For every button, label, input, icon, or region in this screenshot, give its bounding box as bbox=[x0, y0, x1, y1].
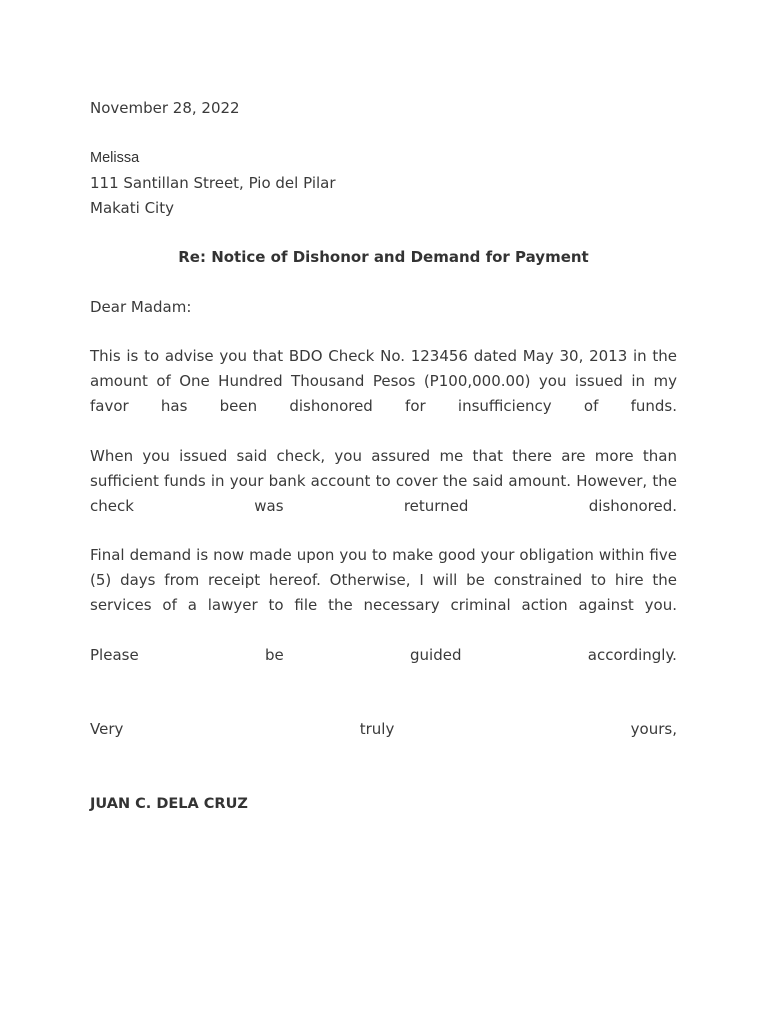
recipient-address-line1: 111 Santillan Street, Pio del Pilar bbox=[90, 174, 336, 192]
closing-word: yours, bbox=[630, 720, 677, 738]
recipient-name: Melissa bbox=[90, 150, 140, 166]
letter-subject: Re: Notice of Dishonor and Demand for Payment bbox=[178, 248, 589, 266]
body-paragraph-advice: This is to advise you that BDO Check No. 123456 dated May 30, 2013 in the amount of One Hundred Thousand Pesos (P100,000.00) you issued in my favor has been dishonored for insufficiency of funds. bbox=[90, 347, 677, 415]
body-paragraph-final-demand: Final demand is now made upon you to make good your obligation within five (5) days from receipt hereof. Otherwise, I will be constrained to hire the services of a lawyer to file the necessary criminal action against you. bbox=[90, 546, 677, 614]
salutation: Dear Madam: bbox=[90, 298, 192, 316]
guided-word: be bbox=[264, 646, 284, 664]
body-paragraph-assurance: When you issued said check, you assured me that there are more than sufficient funds in your bank account to cover the said amount. However, the check was returned dishonored. bbox=[90, 447, 677, 515]
guided-word: Please bbox=[90, 646, 139, 664]
closing-word: Very bbox=[90, 720, 124, 738]
signatory-name: JUAN C. DELA CRUZ bbox=[90, 796, 248, 812]
guided-line bbox=[90, 643, 677, 668]
recipient-address-line2: Makati City bbox=[90, 199, 174, 217]
guided-word: accordingly. bbox=[587, 646, 677, 664]
complimentary-close bbox=[90, 717, 677, 742]
letter-date: November 28, 2022 bbox=[90, 99, 240, 117]
guided-word: guided bbox=[410, 646, 462, 664]
closing-word: truly bbox=[359, 720, 395, 738]
